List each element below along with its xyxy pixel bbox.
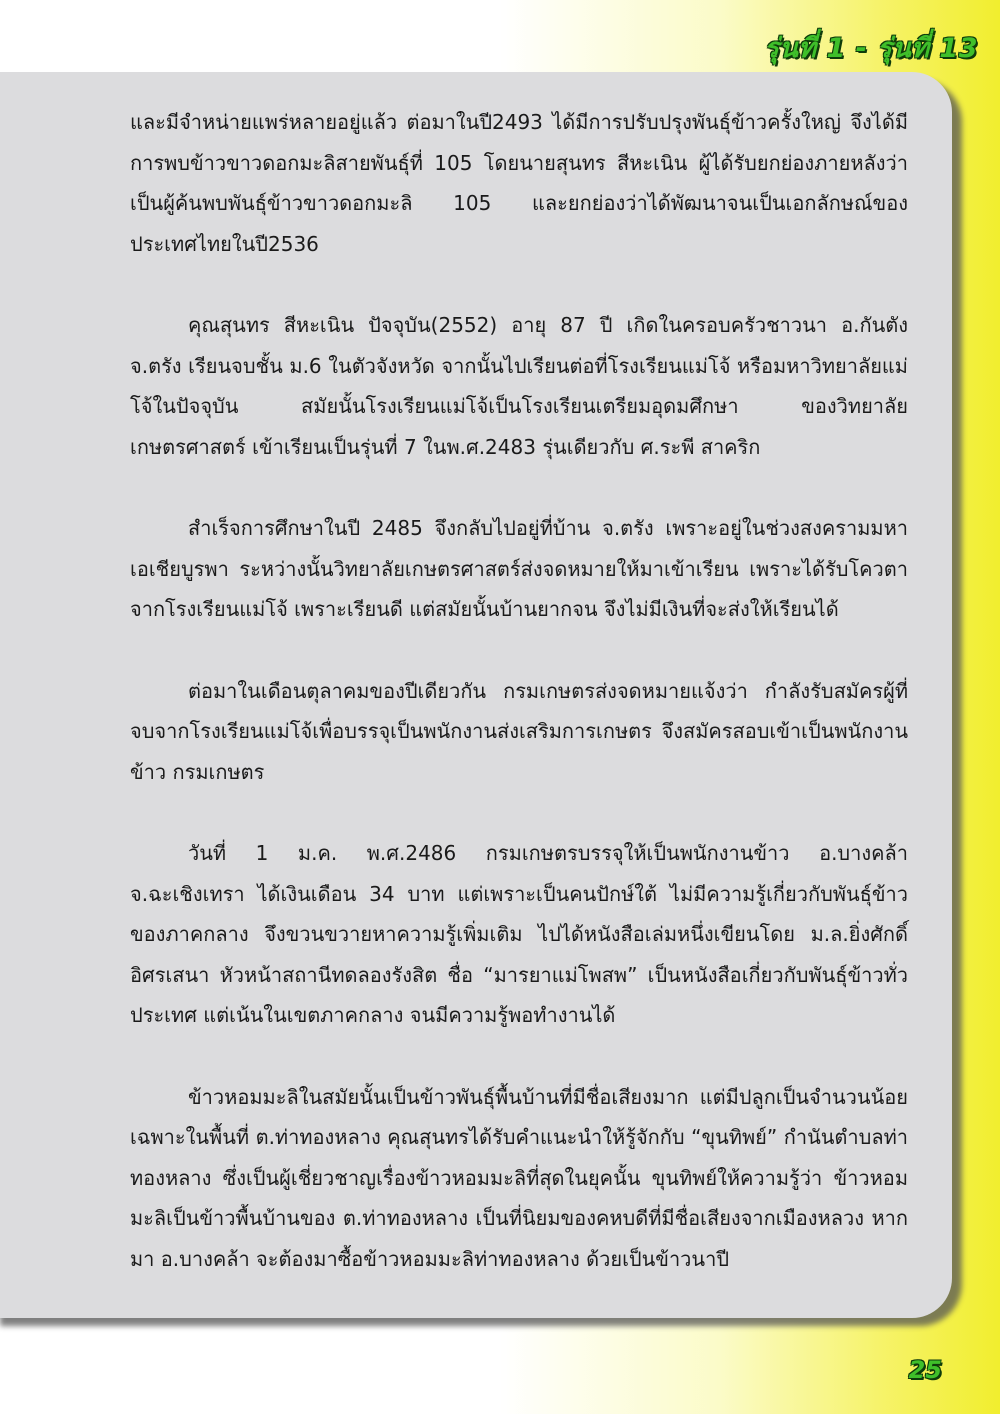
paragraph-3: สำเร็จการศึกษาในปี 2485 จึงกลับไปอยู่ที่บ้าน จ.ตรัง เพราะอยู่ในช่วงสงครามมหาเอเชียบูรพา ระหว่างนั้นวิทยาลัยเกษตรศาสตร์ส่งจดหมายให้มาเข้าเรียน เพราะได้รับโควตาจากโรงเรียนแม่โจ้ เพราะเรียนดี แต่สมัยนั้นบ้านยากจน จึงไม่มีเงินที่จะส่งให้เรียนได้ [130,516,908,621]
article-body [130,102,908,1320]
paragraph-2: คุณสุนทร สีหะเนิน ปัจจุบัน(2552) อายุ 87 ปี เกิดในครอบครัวชาวนา อ.กันตัง จ.ตรัง เรียนจบชั้น ม.6 ในตัวจังหวัด จากนั้นไปเรียนต่อที่โรงเรียนแม่โจ้ หรือมหาวิทยาลัยแม่โจ้ในปัจจุบัน สมัยนั้นโรงเรียนแม่โจ้เป็นโรงเรียนเตรียมอุดมศึกษา ของวิทยาลัยเกษตรศาสตร์ เข้าเรียนเป็นรุ่นที่ 7 ในพ.ศ.2483 รุ่นเดียวกับ ศ.ระพี สาคริก [130,313,908,459]
paragraph-5: วันที่ 1 ม.ค. พ.ศ.2486 กรมเกษตรบรรจุให้เป็นพนักงานข้าว อ.บางคล้า จ.ฉะเชิงเทรา ได้เงินเดือน 34 บาท แต่เพราะเป็นคนปักษ์ใต้ ไม่มีความรู้เกี่ยวกับพันธุ์ข้าวของภาคกลาง จึงขวนขวายหาความรู้เพิ่มเติม ไปได้หนังสือเล่มหนึ่งเขียนโดย ม.ล.ยิ่งศักดิ์ อิศรเสนา หัวหน้าสถานีทดลองรังสิต ชื่อ “มารยาแม่โพสพ” เป็นหนังสือเกี่ยวกับพันธุ์ข้าวทั่วประเทศ แต่เน้นในเขตภาคกลาง จนมีความรู้พอทำงานได้ [130,841,908,1027]
page-number: 25 [908,1356,942,1384]
paragraph-4: ต่อมาในเดือนตุลาคมของปีเดียวกัน กรมเกษตรส่งจดหมายแจ้งว่า กำลังรับสมัครผู้ที่จบจากโรงเรียนแม่โจ้เพื่อบรรจุเป็นพนักงานส่งเสริมการเกษตร จึงสมัครสอบเข้าเป็นพนักงานข้าว กรมเกษตร [130,678,908,784]
paragraph-1: และมีจำหน่ายแพร่หลายอยู่แล้ว ต่อมาในปี2493 ได้มีการปรับปรุงพันธุ์ข้าวครั้งใหญ่ จึงได้มีการพบข้าวขาวดอกมะลิสายพันธุ์ที่ 105 โดยนายสุนทร สีหะเนิน ผู้ได้รับยกย่องภายหลังว่าเป็นผู้ค้นพบพันธุ์ข้าวขาวดอกมะลิ 105 และยกย่องว่าได้พัฒนาจนเป็นเอกลักษณ์ของประเทศไทยในปี2536 [130,110,908,256]
paragraph-6: ข้าวหอมมะลิในสมัยนั้นเป็นข้าวพันธุ์พื้นบ้านที่มีชื่อเสียงมาก แต่มีปลูกเป็นจำนวนน้อย เฉพาะในพื้นที่ ต.ท่าทองหลาง คุณสุนทรได้รับคำแนะนำให้รู้จักกับ “ขุนทิพย์” กำนันตำบลท่าทองหลาง ซึ่งเป็นผู้เชี่ยวชาญเรื่องข้าวหอมมะลิที่สุดในยุคนั้น ขุนทิพย์ให้ความรู้ว่า ข้าวหอมมะลิเป็นข้าวพื้นบ้านของ ต.ท่าทองหลาง เป็นที่นิยมของคหบดีที่มีชื่อเสียงจากเมืองหลวง หากมา อ.บางคล้า จะต้องมาซื้อข้าวหอมมะลิท่าทองหลาง ด้วยเป็นข้าวนาปี [130,1084,908,1271]
page-header-title: รุ่นที่ 1 - รุ่นที่ 13 [764,33,978,64]
